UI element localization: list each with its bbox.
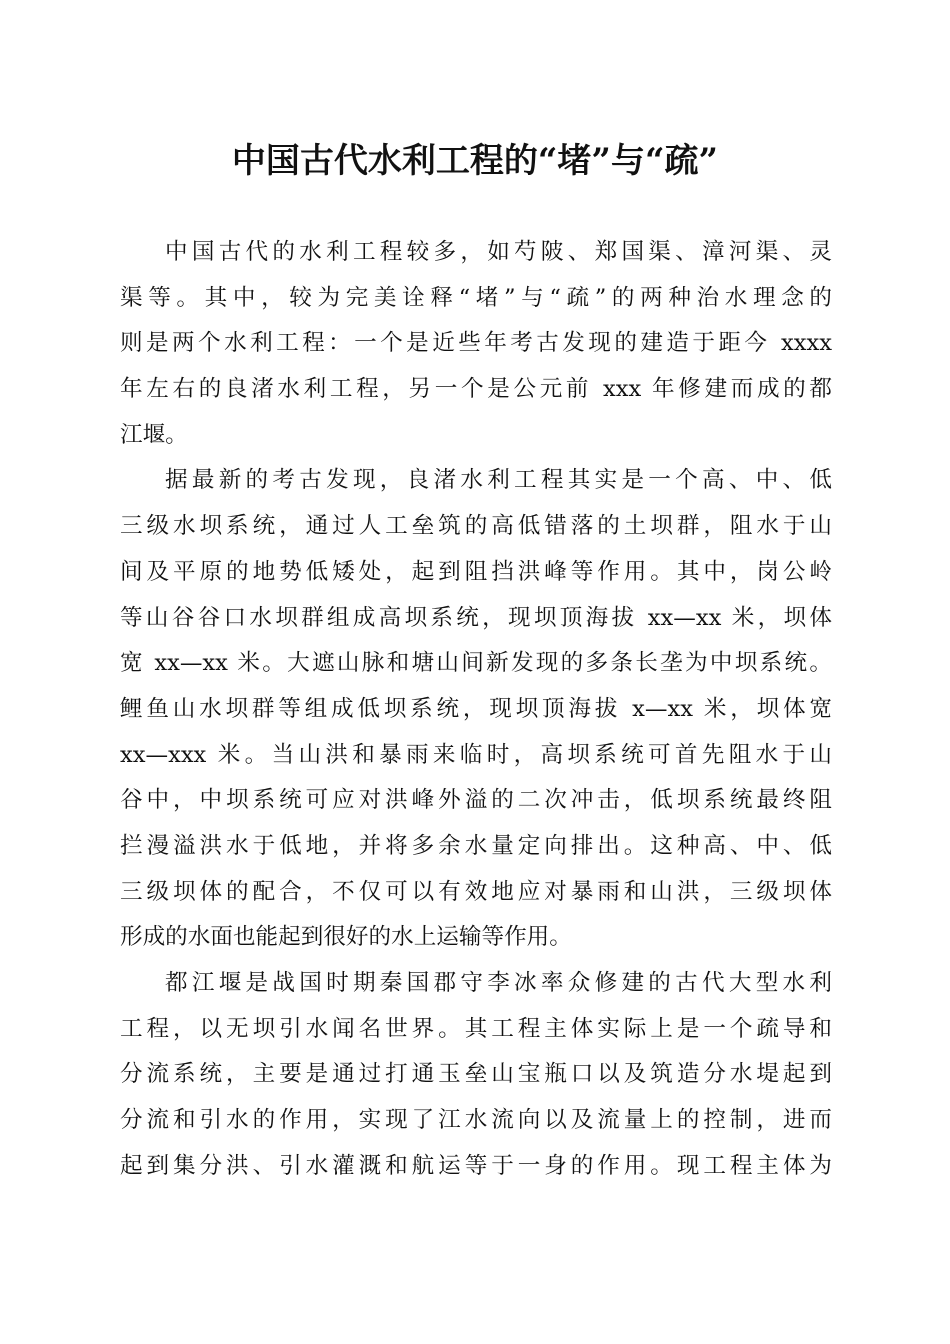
paragraph-line: 谷中，中坝系统可应对洪峰外溢的二次冲击，低坝系统最终阻 [120,787,832,814]
paragraph-3 [120,961,832,1189]
paragraph-line: 拦漫溢洪水于低地，并将多余水量定向排出。这种高、中、低 [120,832,832,859]
paragraph-2 [120,458,832,961]
paragraph-line: 分流系统，主要是通过打通玉垒山宝瓶口以及筑造分水堤起到 [120,1061,832,1088]
paragraph-line: 鲤鱼山水坝群等组成低坝系统，现坝顶海拔 x—xx 米，坝体宽 [120,695,832,722]
paragraph-line: 江堰。 [120,421,188,448]
document-body [120,230,832,1189]
paragraph-line: 起到集分洪、引水灌溉和航运等于一身的作用。现工程主体为 [120,1152,832,1179]
paragraph-line: xx—xxx 米。当山洪和暴雨来临时，高坝系统可首先阻水于山 [120,741,832,768]
paragraph-line: 三级坝体的配合，不仅可以有效地应对暴雨和山洪，三级坝体 [120,878,832,905]
paragraph-line: 等山谷谷口水坝群组成高坝系统，现坝顶海拔 xx—xx 米，坝体 [120,604,832,631]
paragraph-line: 工程，以无坝引水闻名世界。其工程主体实际上是一个疏导和 [120,1015,832,1042]
paragraph-line: 年左右的良渚水利工程，另一个是公元前 xxx 年修建而成的都 [120,376,832,403]
paragraph-line: 三级水坝系统，通过人工垒筑的高低错落的土坝群，阻水于山 [120,513,832,540]
paragraph-line: 则是两个水利工程：一个是近些年考古发现的建造于距今 xxxx [120,330,832,357]
paragraph-line: 宽 xx—xx 米。大遮山脉和塘山间新发现的多条长垄为中坝系统。 [120,650,832,677]
paragraph-1 [120,230,832,458]
paragraph-line: 中国古代的水利工程较多，如芍陂、郑国渠、漳河渠、灵 [165,239,832,265]
paragraph-line: 渠等。其中，较为完美诠释“堵”与“疏”的两种治水理念的 [120,284,832,311]
paragraph-line: 分流和引水的作用，实现了江水流向以及流量上的控制，进而 [120,1107,832,1134]
document-title: 中国古代水利工程的“堵”与“疏” [231,141,719,181]
paragraph-line: 据最新的考古发现，良渚水利工程其实是一个高、中、低 [165,467,832,494]
paragraph-line: 间及平原的地势低矮处，起到阻挡洪峰等作用。其中，岗公岭 [120,558,832,585]
paragraph-line: 形成的水面也能起到很好的水上运输等作用。 [120,924,572,951]
paragraph-line: 都江堰是战国时期秦国郡守李冰率众修建的古代大型水利 [165,970,832,996]
